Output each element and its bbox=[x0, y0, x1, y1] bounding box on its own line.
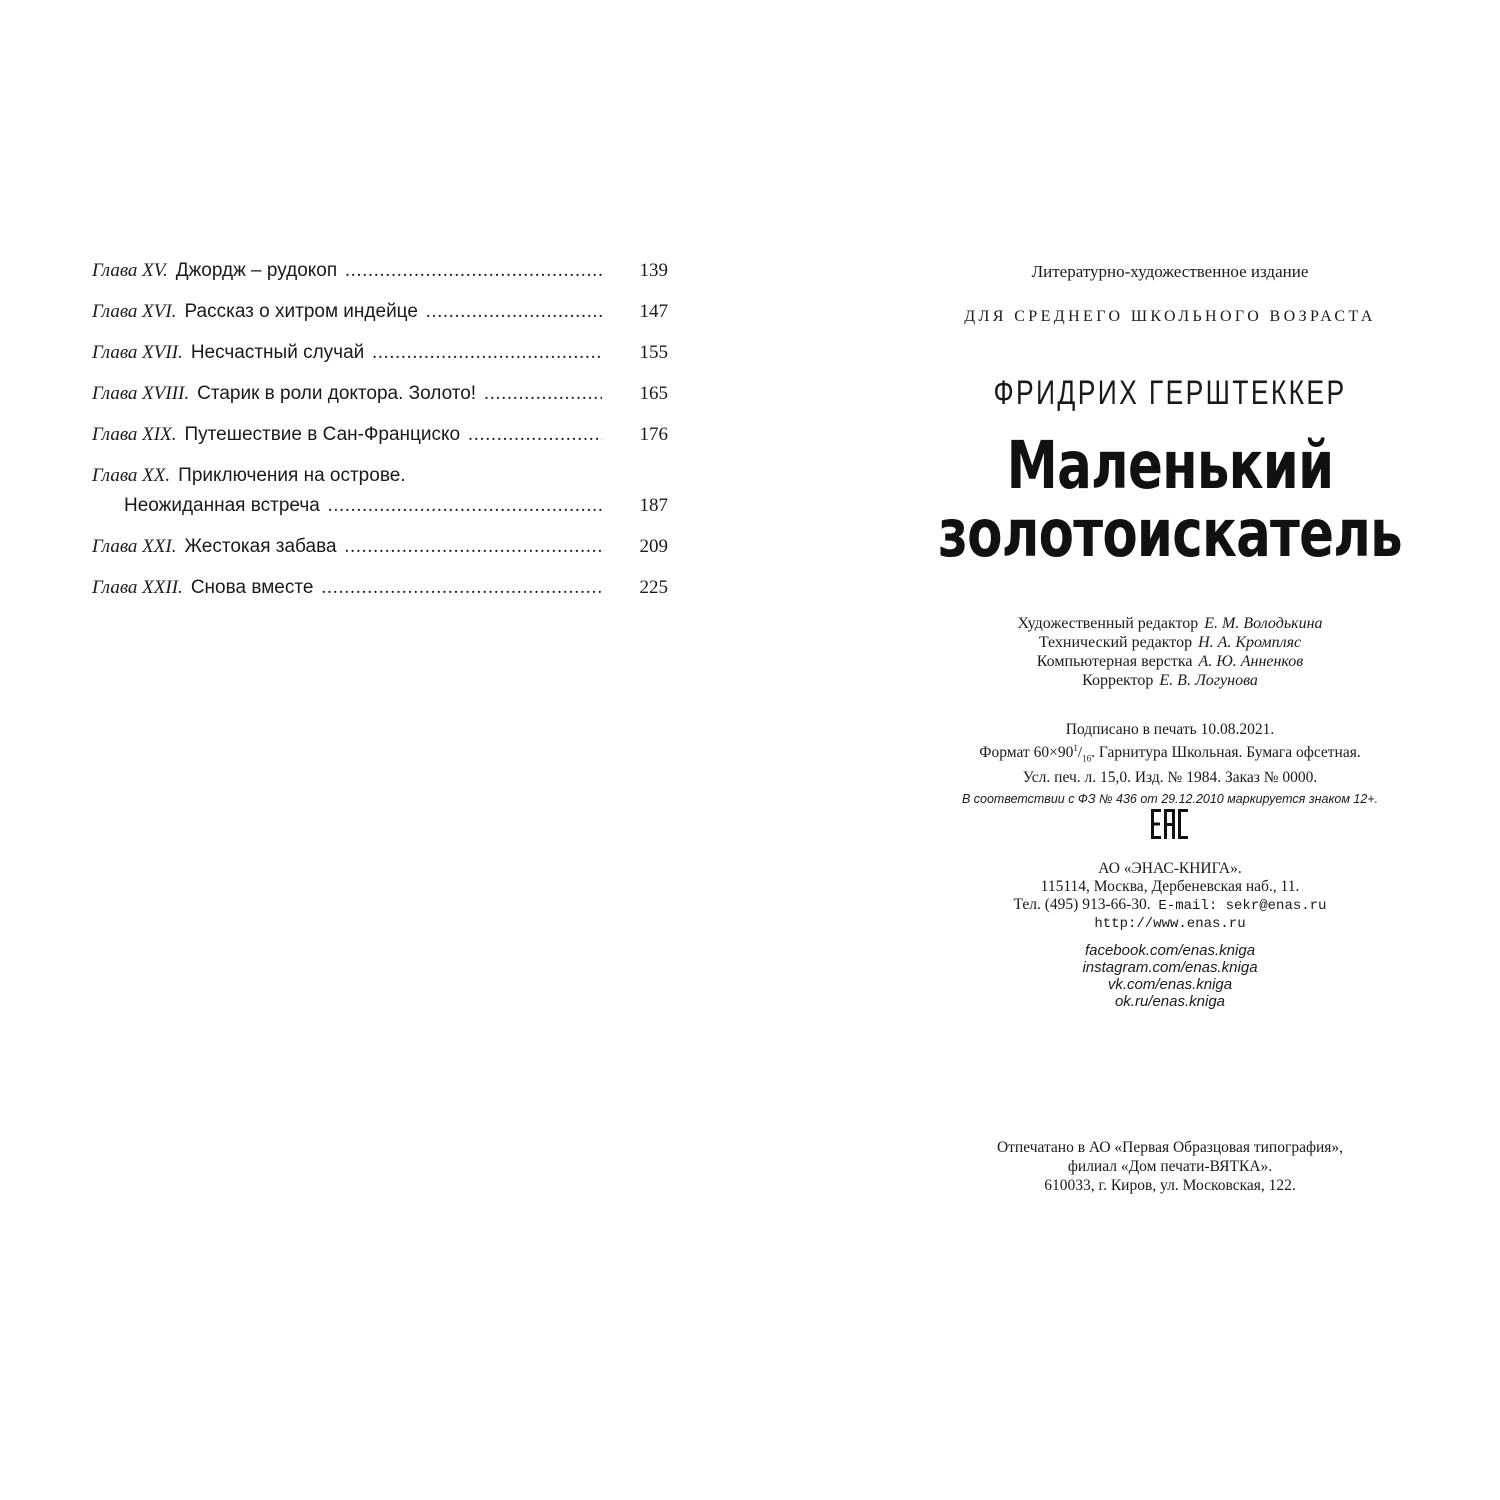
print-details bbox=[860, 720, 1480, 809]
toc-leader-dots bbox=[321, 573, 602, 603]
printer-line: Отпечатано в АО «Первая Образцовая типография», bbox=[996, 1139, 1344, 1156]
toc-chapter-title: Старик в роли доктора. Золото! bbox=[197, 383, 477, 404]
toc-leader-dots bbox=[468, 420, 602, 450]
toc-chapter-title: Джордж – рудокоп bbox=[175, 260, 338, 281]
table-of-contents bbox=[92, 256, 668, 614]
toc-chapter-number: Глава XVI. bbox=[92, 301, 177, 322]
book-title-line-2: золотоискатель bbox=[938, 495, 1402, 572]
publisher-email[interactable]: E-mail: sekr@enas.ru bbox=[1158, 898, 1327, 914]
credit-name: Е. М. Володькина bbox=[1204, 615, 1323, 632]
toc-entry bbox=[92, 420, 668, 450]
book-title-line-1: Маленький bbox=[1006, 427, 1334, 504]
toc-chapter-number: Глава XVIII. bbox=[92, 383, 190, 404]
format-sub: 16 bbox=[1082, 753, 1092, 764]
credits-block bbox=[860, 614, 1480, 690]
credit-name: Н. А. Кромпляс bbox=[1198, 634, 1302, 651]
toc-page-number: 176 bbox=[639, 424, 668, 445]
toc-leader-dots bbox=[328, 491, 602, 521]
eac-mark-icon bbox=[1100, 808, 1240, 845]
toc-chapter-number: Глава XIX. bbox=[92, 424, 177, 445]
toc-leader-dots bbox=[345, 532, 602, 562]
toc-chapter-title: Рассказ о хитром индейце bbox=[184, 301, 418, 322]
printer-block bbox=[860, 1138, 1480, 1195]
toc-leader-dots bbox=[372, 338, 602, 368]
toc-entry bbox=[92, 573, 668, 603]
toc-page-number: 165 bbox=[639, 383, 668, 404]
instagram-link[interactable]: instagram.com/enas.kniga bbox=[1082, 959, 1258, 976]
format-line: Формат $60\times 90^1/_{16}$. Гарнитура Школьная. Бумага офсетная. bbox=[979, 743, 1361, 764]
toc-chapter-title: Путешествие в Сан-Франциско bbox=[184, 424, 461, 445]
toc-page-number: 225 bbox=[639, 577, 668, 598]
publisher-name: АО «ЭНАС-КНИГА». bbox=[1098, 860, 1242, 877]
credit-name: Е. В. Логунова bbox=[1159, 672, 1258, 689]
toc-entry bbox=[92, 297, 668, 327]
toc-chapter-title: Несчастный случай bbox=[190, 342, 365, 363]
toc-chapter-title: Жестокая забава bbox=[184, 536, 337, 557]
credit-role: Технический редактор bbox=[1038, 634, 1193, 651]
toc-chapter-title-continued: Неожиданная встреча bbox=[124, 495, 320, 516]
credit-role: Художественный редактор bbox=[1017, 615, 1199, 632]
toc-entry bbox=[92, 338, 668, 368]
age-marking-note: В соответствии с ФЗ № 436 от 29.12.2010 маркируется знаком 12+. bbox=[961, 792, 1379, 807]
toc-entry bbox=[92, 256, 668, 286]
genre-line: Литературно-художественное издание bbox=[1031, 262, 1309, 281]
author-name: ФРИДРИХ ГЕРШТЕККЕР bbox=[993, 374, 1347, 412]
publisher-block bbox=[860, 860, 1480, 933]
publisher-phone: Тел. (495) 913-66-30. bbox=[1013, 896, 1151, 913]
age-group-line: ДЛЯ СРЕДНЕГО ШКОЛЬНОГО ВОЗРАСТА bbox=[964, 308, 1376, 325]
ok-link[interactable]: ok.ru/enas.kniga bbox=[1114, 993, 1226, 1010]
toc-page-number: 209 bbox=[639, 536, 668, 557]
printer-line: 610033, г. Киров, ул. Московская, 122. bbox=[1044, 1177, 1296, 1194]
book-title bbox=[928, 427, 1412, 572]
credit-name: А. Ю. Анненков bbox=[1198, 653, 1304, 670]
toc-chapter-number: Глава XV. bbox=[92, 260, 168, 281]
credit-role: Компьютерная верстка bbox=[1036, 653, 1193, 670]
facebook-link[interactable]: facebook.com/enas.kniga bbox=[1084, 942, 1256, 959]
credit-line bbox=[860, 633, 1480, 652]
vk-link[interactable]: vk.com/enas.kniga bbox=[1107, 976, 1233, 993]
toc-entry bbox=[92, 379, 668, 409]
toc-chapter-number: Глава XX. bbox=[92, 465, 171, 486]
credit-line bbox=[860, 671, 1480, 690]
toc-page-number: 147 bbox=[639, 301, 668, 322]
publisher-website-link[interactable]: http://www.enas.ru bbox=[1094, 916, 1246, 932]
toc-entry bbox=[92, 532, 668, 562]
toc-leader-dots bbox=[484, 379, 602, 409]
toc-page-number: 155 bbox=[639, 342, 668, 363]
toc-chapter-title: Приключения на острове. bbox=[178, 465, 406, 486]
toc-chapter-number: Глава XXII. bbox=[92, 577, 183, 598]
credit-line bbox=[860, 652, 1480, 671]
format-sup: 1 bbox=[1073, 743, 1078, 753]
toc-chapter-number: Глава XVII. bbox=[92, 342, 183, 363]
toc-chapter-title: Снова вместе bbox=[190, 577, 314, 598]
signed-for-print: Подписано в печать 10.08.2021. bbox=[1065, 721, 1275, 738]
printer-line: филиал «Дом печати-ВЯТКА». bbox=[1067, 1158, 1273, 1175]
credit-line bbox=[860, 614, 1480, 633]
format-suffix: . Гарнитура Школьная. Бумага офсетная. bbox=[1091, 744, 1361, 762]
toc-page-number: 139 bbox=[639, 260, 668, 281]
format-prefix: Формат 60×90 bbox=[979, 744, 1074, 762]
credit-role: Корректор bbox=[1082, 672, 1154, 689]
publisher-contacts bbox=[860, 896, 1480, 915]
social-links bbox=[860, 942, 1480, 1010]
toc-entry bbox=[92, 461, 668, 521]
toc-leader-dots bbox=[426, 297, 602, 327]
print-sheets: Усл. печ. л. 15,0. Изд. № 1984. Заказ № 0000. bbox=[1022, 769, 1318, 787]
toc-chapter-number: Глава XXI. bbox=[92, 536, 177, 557]
publisher-address: 115114, Москва, Дербеневская наб., 11. bbox=[1040, 878, 1300, 895]
toc-page-number: 187 bbox=[639, 495, 668, 516]
toc-leader-dots bbox=[345, 256, 602, 286]
